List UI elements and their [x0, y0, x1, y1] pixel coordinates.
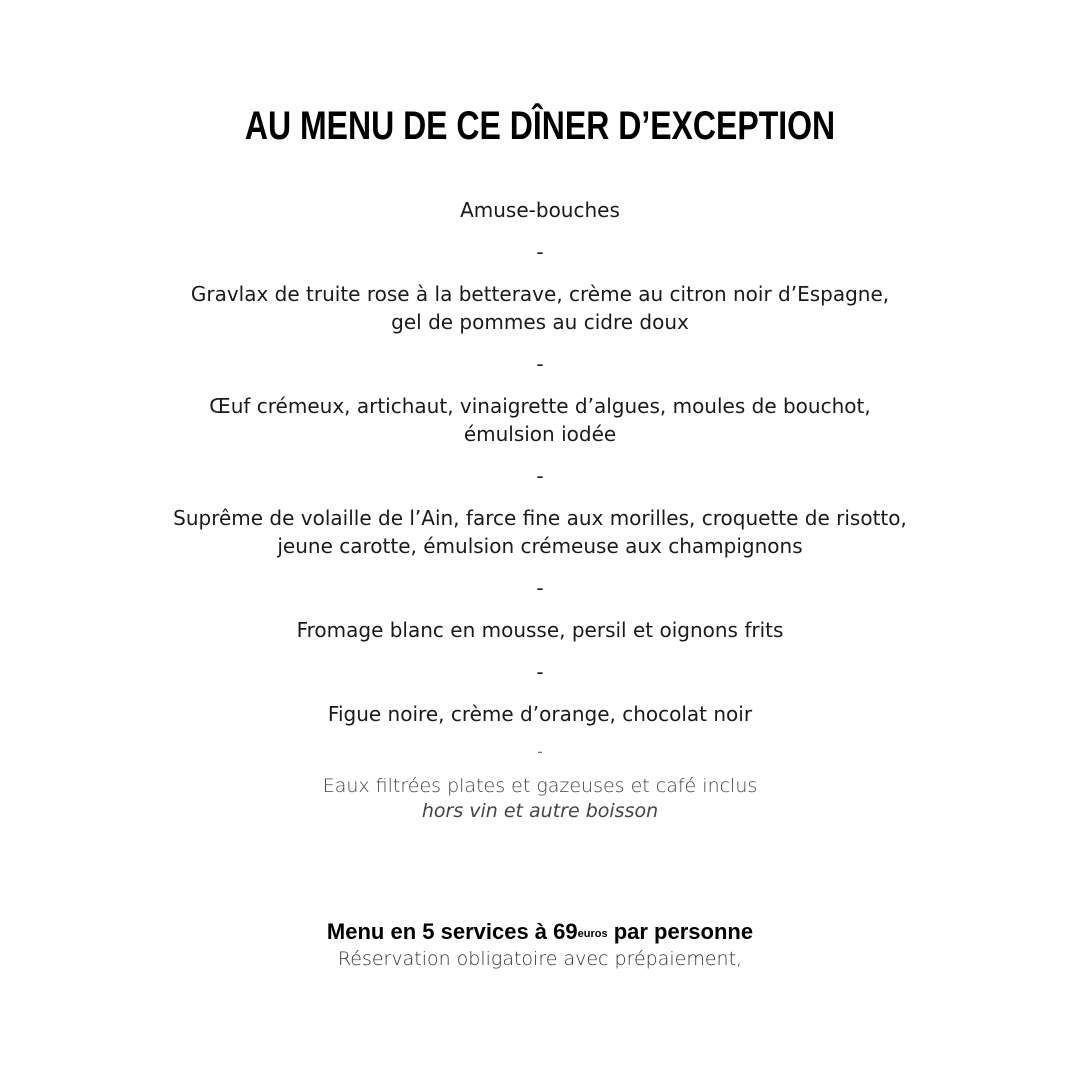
price-currency: euros: [577, 928, 608, 940]
price-text: Menu en 5 services à 69: [326, 919, 578, 944]
course-fromage: [0, 616, 1080, 644]
course-line: émulsion iodée: [463, 422, 617, 446]
drinks-included: Eaux filtrées plates et gazeuses et café inclus: [322, 775, 758, 797]
price-block: [0, 918, 1080, 972]
separator: -: [536, 660, 544, 684]
course-oeuf: [0, 392, 1080, 448]
course-amuse-bouches: [0, 196, 1080, 224]
course-line: Suprême de volaille de l’Ain, farce fine aux morilles, croquette de risotto,: [173, 506, 907, 530]
menu-title: AU MENU DE CE DÎNER D’EXCEPTION: [244, 104, 836, 148]
price-line: [0, 918, 1080, 946]
course-supreme: [0, 504, 1080, 560]
course-line: Œuf crémeux, artichaut, vinaigrette d’algues, moules de bouchot,: [209, 394, 871, 418]
course-figue: [0, 700, 1080, 728]
price-suffix: par personne: [607, 919, 754, 944]
course-line: Figue noire, crème d’orange, chocolat noir: [327, 702, 753, 726]
course-gravlax: [0, 280, 1080, 336]
course-line: gel de pommes au cidre doux: [391, 310, 689, 334]
course-line: Amuse-bouches: [460, 198, 620, 222]
drinks-excluded: hors vin et autre boisson: [421, 800, 659, 822]
separator: -: [536, 576, 544, 600]
separator: -: [536, 240, 544, 264]
menu-list: [0, 196, 1080, 824]
separator-small: -: [537, 742, 543, 761]
separator: -: [536, 352, 544, 376]
reservation-note: Réservation obligatoire avec prépaiement,: [337, 948, 743, 970]
separator: -: [536, 464, 544, 488]
course-line: jeune carotte, émulsion crémeuse aux champignons: [277, 534, 803, 558]
course-line: Gravlax de truite rose à la betterave, crème au citron noir d’Espagne,: [190, 282, 890, 306]
course-line: Fromage blanc en mousse, persil et oignons frits: [296, 618, 784, 642]
drinks-info: [0, 774, 1080, 824]
